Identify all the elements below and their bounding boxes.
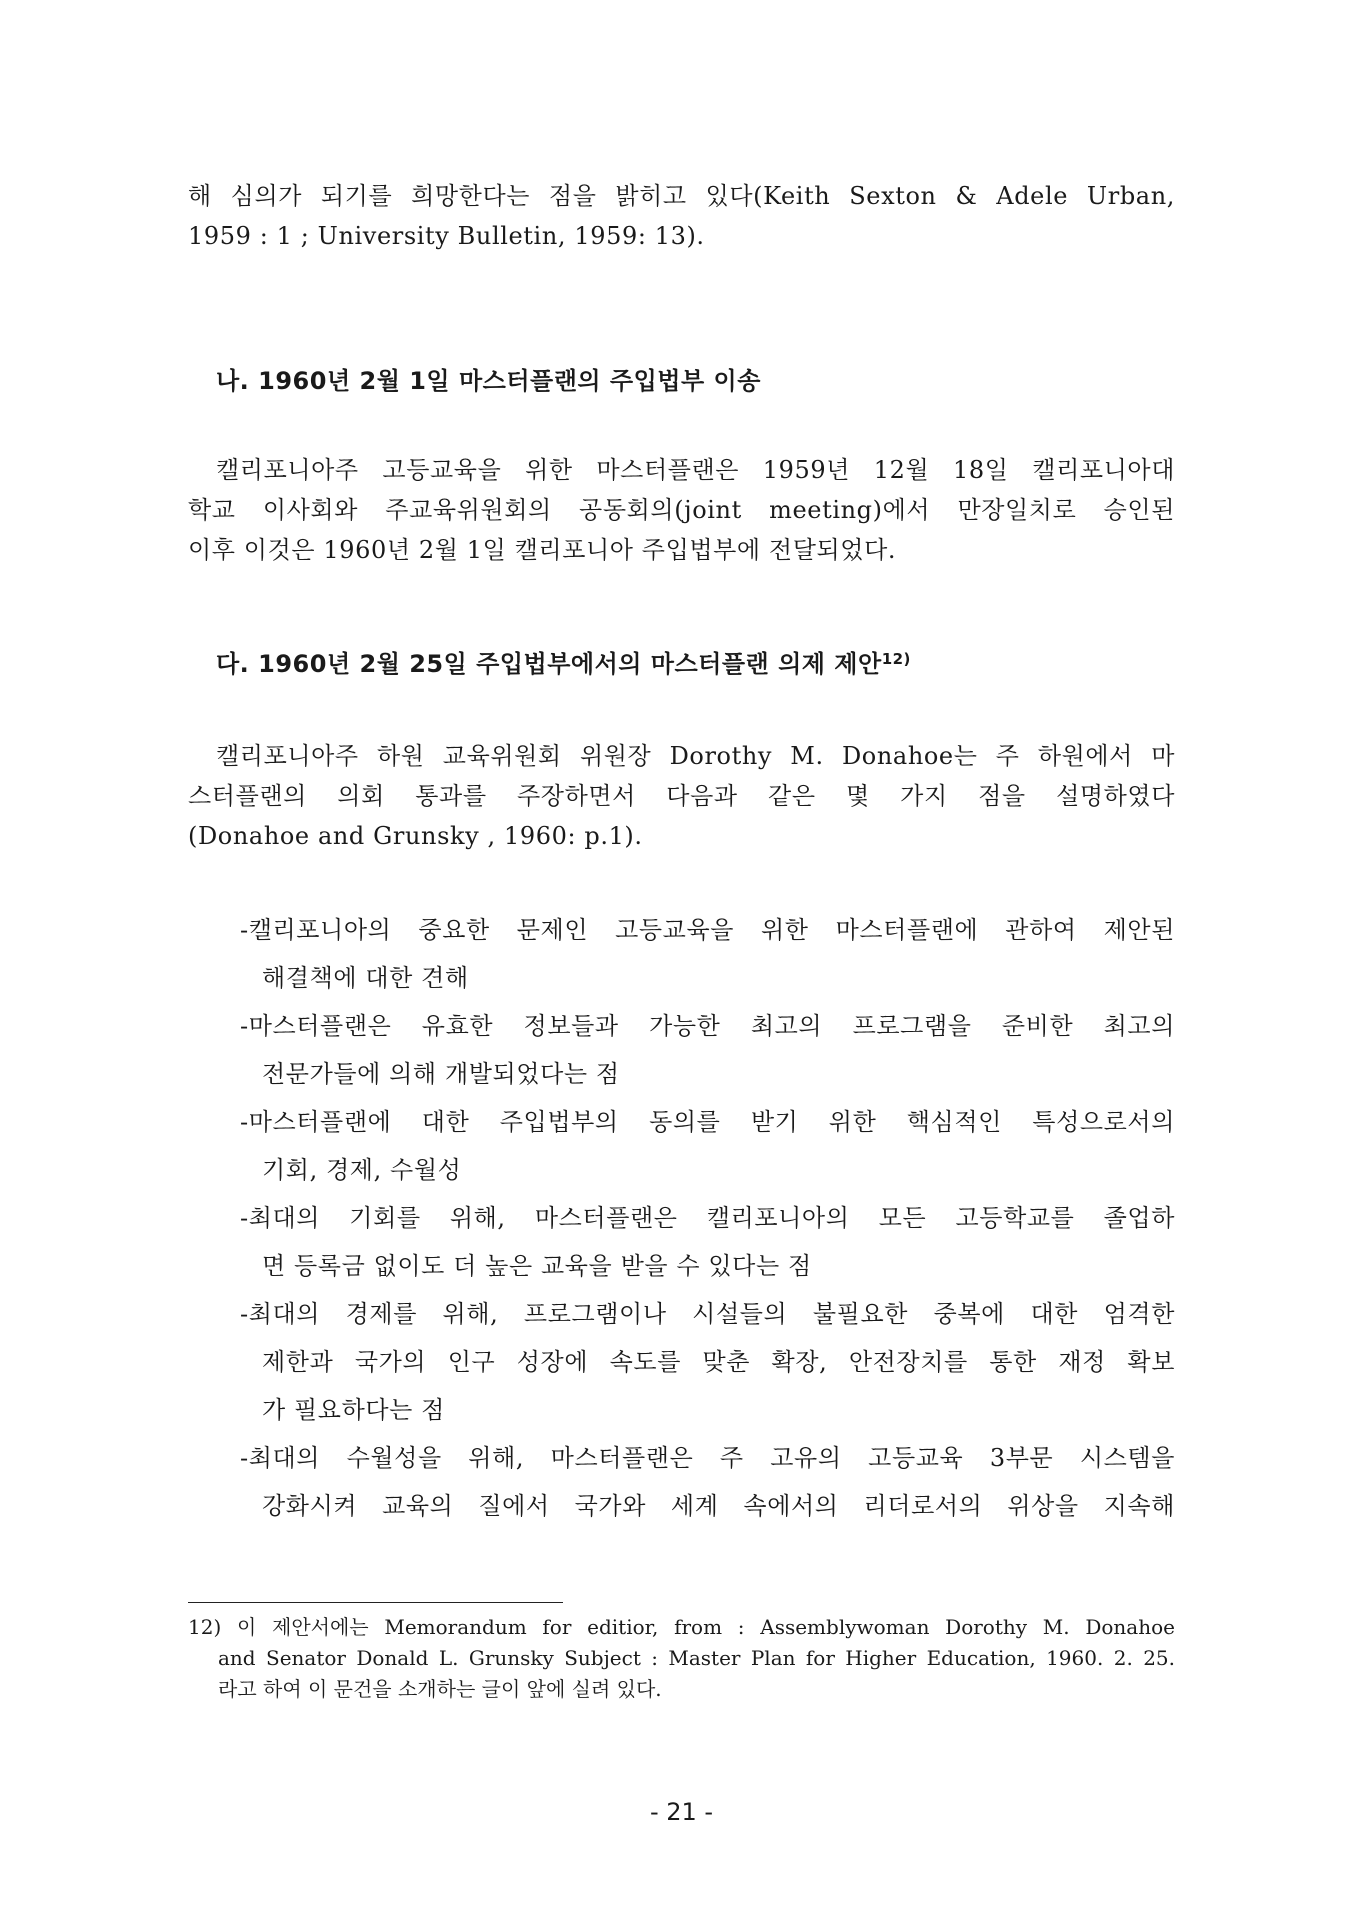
list-item (240, 1194, 1175, 1290)
list-item-line: 해결책에 대한 견해 (262, 964, 469, 992)
footnote-reference: 12) (881, 650, 911, 668)
list-item-line: 제한과 국가의 인구 성장에 속도를 맞춘 확장, 안전장치를 통한 재정 확보 (262, 1348, 1175, 1376)
intro-paragraph (188, 176, 1175, 256)
list-item-line: 가 필요하다는 점 (262, 1396, 445, 1424)
list-item-line: 전문가들에 의해 개발되었다는 점 (262, 1060, 620, 1088)
list-item-line: -마스터플랜에 대한 주입법부의 동의를 받기 위한 핵심적인 특성으로서의 (240, 1108, 1175, 1136)
footnote-divider (188, 1602, 563, 1603)
paragraph-line: 1959 : 1 ; University Bulletin, 1959: 13). (188, 222, 705, 250)
section-heading-da (216, 644, 911, 679)
list-item (240, 1098, 1175, 1194)
list-item (240, 906, 1175, 1002)
footnote-line: and Senator Donald L. Grunsky Subject : Master Plan for Higher Education, 1960. 2. 25. (218, 1646, 1175, 1670)
bullet-list (240, 906, 1175, 1530)
list-item-line: -최대의 수월성을 위해, 마스터플랜은 주 고유의 고등교육 3부문 시스템을 (240, 1444, 1175, 1472)
page-number: - 21 - (649, 1798, 714, 1826)
list-item-line: -캘리포니아의 중요한 문제인 고등교육을 위한 마스터플랜에 관하여 제안된 (240, 916, 1175, 944)
list-item (240, 1002, 1175, 1098)
list-item-line: 기회, 경제, 수월성 (262, 1156, 462, 1184)
document-page (188, 0, 1175, 1920)
paragraph-line: (Donahoe and Grunsky , 1960: p.1). (188, 822, 643, 850)
section-heading-na: 나. 1960년 2월 1일 마스터플랜의 주입법부 이송 (216, 367, 761, 395)
paragraph-line: 캘리포니아주 고등교육을 위한 마스터플랜은 1959년 12월 18일 캘리포니아대 (216, 456, 1175, 484)
footnote-line: 라고 하여 이 문건을 소개하는 글이 앞에 실려 있다. (218, 1677, 662, 1701)
list-item (240, 1434, 1175, 1530)
list-item-line: -마스터플랜은 유효한 정보들과 가능한 최고의 프로그램을 준비한 최고의 (240, 1012, 1175, 1040)
paragraph-line: 캘리포니아주 하원 교육위원회 위원장 Dorothy M. Donahoe는 주 하원에서 마 (216, 742, 1175, 770)
list-item (240, 1290, 1175, 1434)
list-item-line: -최대의 경제를 위해, 프로그램이나 시설들의 불필요한 중복에 대한 엄격한 (240, 1300, 1175, 1328)
paragraph-line: 스터플랜의 의회 통과를 주장하면서 다음과 같은 몇 가지 점을 설명하였다 (188, 782, 1175, 810)
list-item-line: 강화시켜 교육의 질에서 국가와 세계 속에서의 리더로서의 위상을 지속해 (262, 1492, 1175, 1520)
list-item-line: 면 등록금 없이도 더 높은 교육을 받을 수 있다는 점 (262, 1252, 812, 1280)
paragraph-line: 이후 이것은 1960년 2월 1일 캘리포니아 주입법부에 전달되었다. (188, 536, 897, 564)
footnote-line: 12) 이 제안서에는 Memorandum for editior, from : Assemblywoman Dorothy M. Donahoe (188, 1615, 1175, 1639)
section-heading-text: 다. 1960년 2월 25일 주입법부에서의 마스터플랜 의제 제안 (216, 650, 882, 678)
paragraph-line: 해 심의가 되기를 희망한다는 점을 밝히고 있다(Keith Sexton & Adele Urban, (188, 182, 1175, 210)
section-na-paragraph (188, 450, 1175, 570)
paragraph-line: 학교 이사회와 주교육위원회의 공동회의(joint meeting)에서 만장일치로 승인된 (188, 496, 1175, 524)
list-item-line: -최대의 기회를 위해, 마스터플랜은 캘리포니아의 모든 고등학교를 졸업하 (240, 1204, 1175, 1232)
section-da-paragraph (188, 736, 1175, 856)
footnote (188, 1612, 1175, 1705)
